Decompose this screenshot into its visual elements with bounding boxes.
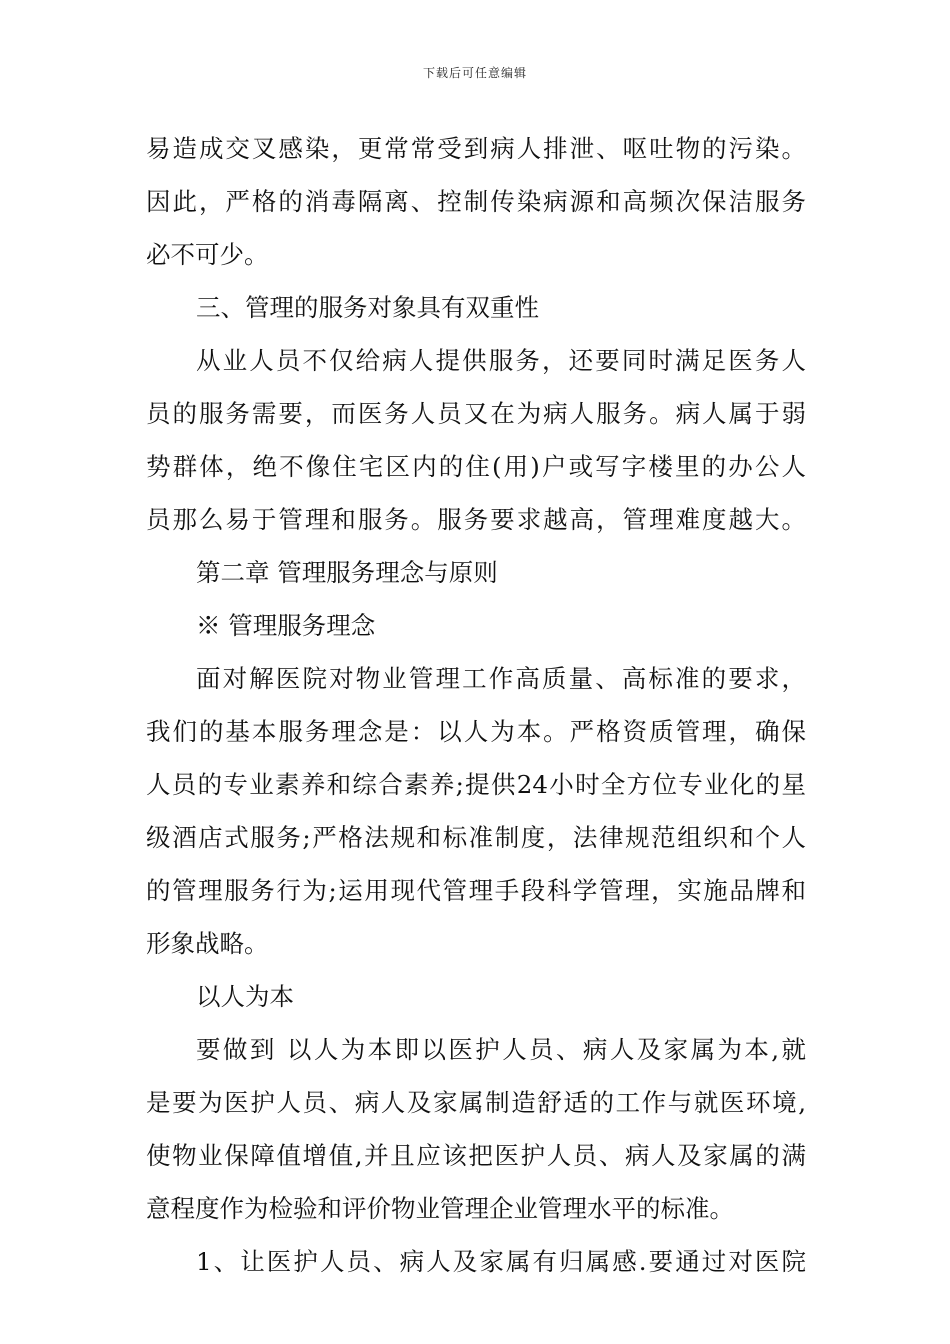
text-line: 从业人员不仅给病人提供服务，还要同时满足医务人 <box>196 346 806 375</box>
text-line: 级酒店式服务;严格法规和标准制度，法律规范组织和个人 <box>146 823 806 852</box>
text-line: 势群体，绝不像住宅区内的住(用)户或写字楼里的办公人 <box>146 452 806 481</box>
text-line: 的管理服务行为;运用现代管理手段科学管理，实施品牌和 <box>146 876 806 905</box>
text-line: 是要为医护人员、病人及家属制造舒适的工作与就医环境, <box>146 1088 806 1117</box>
text-line: 员的服务需要，而医务人员又在为病人服务。病人属于弱 <box>146 399 806 428</box>
text-line: 面对解医院对物业管理工作高质量、高标准的要求， <box>196 664 806 693</box>
section-heading: 三、管理的服务对象具有双重性 <box>196 293 539 322</box>
text-line: 要做到 以人为本即以医护人员、病人及家属为本,就 <box>196 1035 806 1064</box>
text-line: 我们的基本服务理念是：以人为本。严格资质管理，确保 <box>146 717 806 746</box>
chapter-heading: 第二章 管理服务理念与原则 <box>196 558 498 587</box>
text-line: 使物业保障值增值,并且应该把医护人员、病人及家属的满 <box>146 1141 806 1170</box>
text-line: 1、让医护人员、病人及家属有归属感.要通过对医院 <box>196 1247 806 1276</box>
text-line: 因此，严格的消毒隔离、控制传染病源和高频次保洁服务 <box>146 187 806 216</box>
text-line: 必不可少。 <box>146 240 269 269</box>
text-line: 人员的专业素养和综合素养;提供24小时全方位专业化的星 <box>146 770 806 799</box>
header-note: 下载后可任意编辑 <box>422 66 527 80</box>
text-line: 易造成交叉感染，更常常受到病人排泄、呕吐物的污染。 <box>146 134 806 163</box>
document-body <box>146 122 806 1288</box>
text-line: 员那么易于管理和服务。服务要求越高，管理难度越大。 <box>146 505 806 534</box>
section-heading: ※ 管理服务理念 <box>196 611 376 640</box>
section-heading: 以人为本 <box>196 982 294 1011</box>
text-line: 意程度作为检验和评价物业管理企业管理水平的标准。 <box>146 1194 734 1223</box>
text-line: 形象战略。 <box>146 929 269 958</box>
